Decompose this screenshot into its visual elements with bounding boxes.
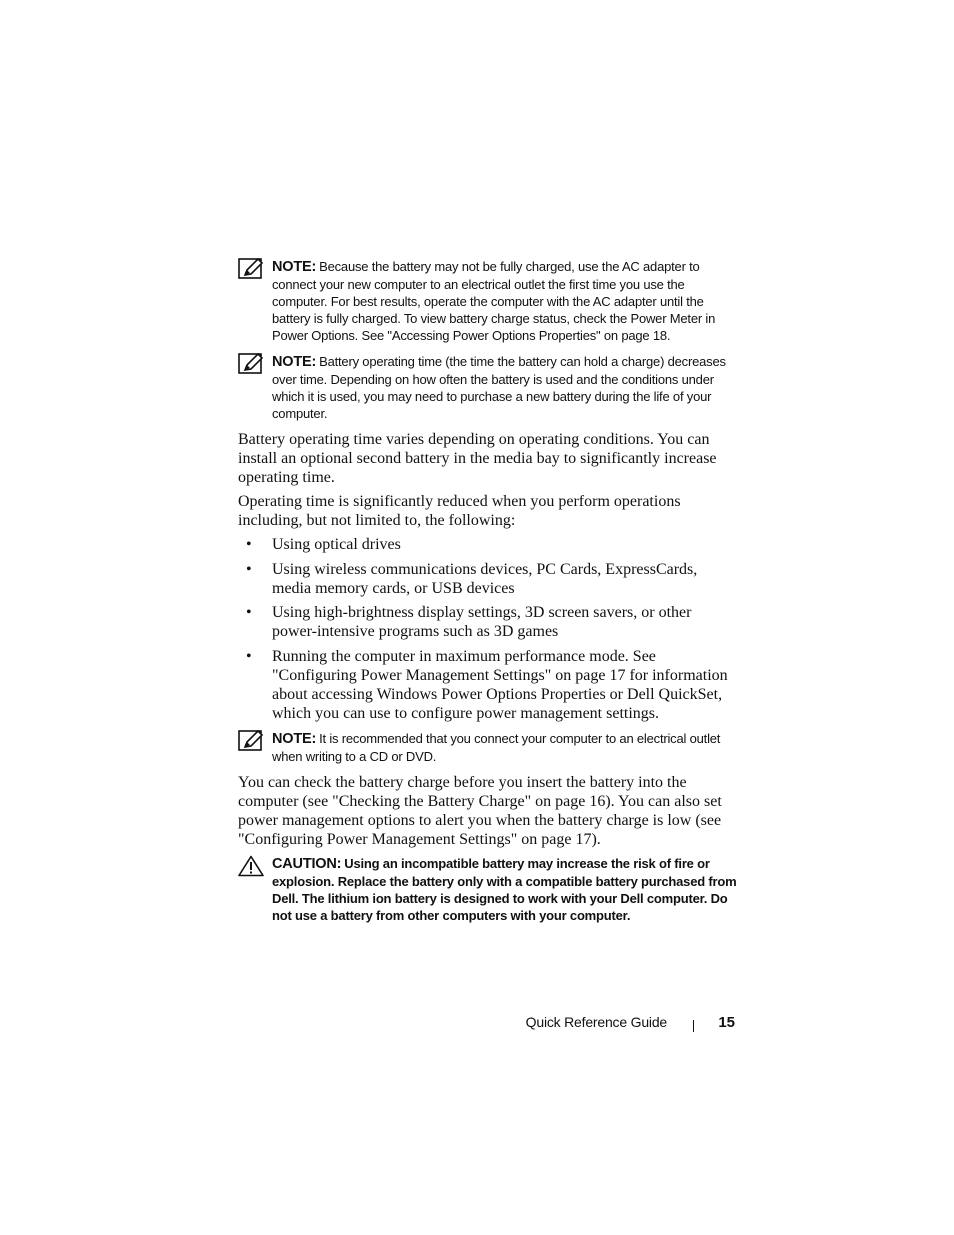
caution-triangle-icon	[238, 855, 264, 877]
bullet-icon: •	[246, 536, 252, 553]
caution-text	[272, 855, 738, 924]
note-text	[272, 730, 738, 765]
note-text	[272, 353, 738, 422]
bullet-icon: •	[246, 561, 252, 578]
note-pencil-icon	[238, 730, 264, 752]
note-label: NOTE:	[272, 731, 317, 747]
paragraph-check-charge: You can check the battery charge before you insert the battery into the computer (see "Checking the Battery Charge" on page 16). You can also set power management options to alert you when the battery charge is low (see "Configuring Power Management Settings" on page 17).	[238, 774, 722, 848]
note-pencil-icon	[238, 353, 264, 375]
footer-divider	[693, 1020, 694, 1032]
footer-title: Quick Reference Guide	[525, 1014, 667, 1030]
list-item-text: Using high-brightness display settings, 3D screen savers, or other power-intensive programs such as 3D games	[272, 604, 692, 640]
note-pencil-icon	[238, 258, 264, 280]
list-item-text: Using wireless communications devices, PC Cards, ExpressCards, media memory cards, or USB devices	[272, 561, 698, 597]
caution-label: CAUTION:	[272, 856, 342, 872]
page-number: 15	[718, 1014, 735, 1031]
list-item-text: Using optical drives	[272, 536, 401, 553]
bullet-icon: •	[246, 648, 252, 665]
note-body: It is recommended that you connect your computer to an electrical outlet when writing to a CD or DVD.	[272, 731, 721, 764]
note-body: Battery operating time (the time the battery can hold a charge) decreases over time. Depending on how often the battery is used and the conditions under which it is used, you may need to purchase a new battery during the life of your computer.	[272, 354, 726, 421]
caution-body: Using an incompatible battery may increase the risk of fire or explosion. Replace the battery only with a compatible battery purchased from Dell. The lithium ion battery is designed to work with your Dell computer. Do not use a battery from other computers with your computer.	[272, 856, 737, 923]
note-label: NOTE:	[272, 259, 317, 275]
paragraph-operating-time: Operating time is significantly reduced when you perform operations including, but not limited to, the following:	[238, 493, 681, 529]
note-label: NOTE:	[272, 354, 317, 370]
paragraph-battery-time: Battery operating time varies depending on operating conditions. You can install an optional second battery in the media bay to significantly increase operating time.	[238, 431, 717, 486]
note-text	[272, 258, 738, 344]
note-body: Because the battery may not be fully charged, use the AC adapter to connect your new computer to an electrical outlet the first time you use the computer. For best results, operate the computer with the AC adapter until the battery is fully charged. To view battery charge status, check the Power Meter in Power Options. See "Accessing Power Options Properties" on page 18.	[272, 259, 716, 343]
list-item-text: Running the computer in maximum performance mode. See "Configuring Power Management Settings" on page 17 for information about accessing Windows Power Options Properties or Dell QuickSet, which you can use to configure power management settings.	[272, 648, 728, 722]
page-footer	[238, 1014, 738, 1036]
bullet-icon: •	[246, 604, 252, 621]
